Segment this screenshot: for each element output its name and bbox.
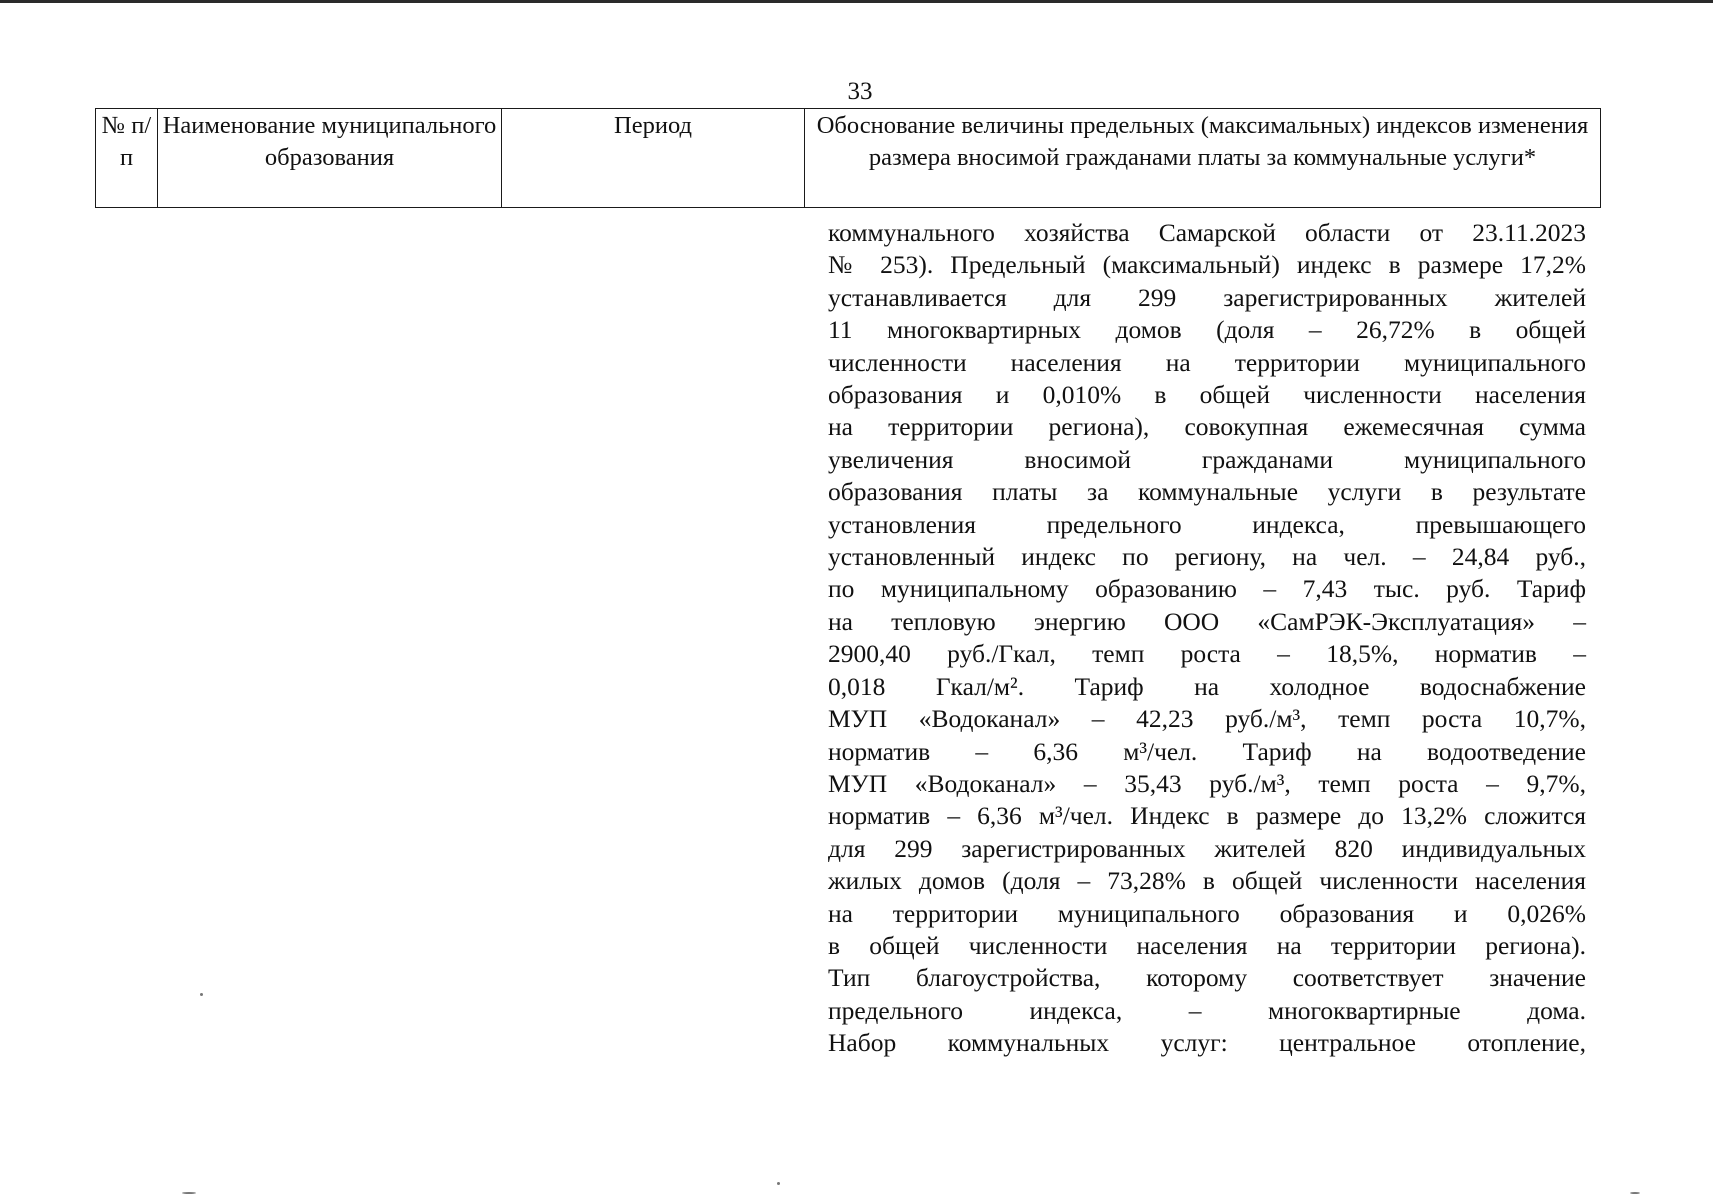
text-line: коммунального хозяйства Самарской области от 23.11.2023 [828, 218, 1586, 247]
header-table [95, 108, 1601, 208]
text-line: численности населения на территории муниципального [828, 347, 1586, 377]
header-period: Период [502, 109, 805, 208]
text-line: на тепловую энергию ООО «СамРЭК-Эксплуатация» – [828, 606, 1586, 636]
text-line: № 253). Предельный (максимальный) индекс в размере 17,2% [828, 250, 1586, 280]
text-line: установления предельного индекса, превышающего [828, 509, 1586, 539]
scan-speck [777, 1182, 780, 1185]
header-num: № п/п [96, 109, 158, 208]
scan-top-edge [0, 0, 1713, 3]
header-row [96, 109, 1601, 208]
text-line: предельного индекса, – многоквартирные дома. [828, 995, 1586, 1025]
text-line: на территории региона), совокупная ежемесячная сумма [828, 412, 1586, 442]
text-line: установленный индекс по региону, на чел. – 24,84 руб., [828, 542, 1586, 572]
text-line: образования и 0,010% в общей численности населения [828, 380, 1586, 410]
header-municipality: Наименование муниципального образования [158, 109, 502, 208]
text-line: на территории муниципального образования и 0,026% [828, 898, 1586, 928]
text-line: в общей численности населения на территории региона). [828, 930, 1586, 960]
text-line: 2900,40 руб./Гкал, темп роста – 18,5%, норматив – [828, 639, 1586, 669]
text-line: образования платы за коммунальные услуги в результате [828, 477, 1586, 507]
text-line: МУП «Водоканал» – 35,43 руб./м³, темп роста – 9,7%, [828, 768, 1586, 798]
text-line: устанавливается для 299 зарегистрированных жителей [828, 282, 1586, 312]
text-line: МУП «Водоканал» – 42,23 руб./м³, темп роста 10,7%, [828, 704, 1586, 734]
justification-text [828, 217, 1586, 1060]
scan-speck [182, 1192, 196, 1194]
text-line: по муниципальному образованию – 7,43 тыс. руб. Тариф [828, 574, 1586, 604]
text-line: Тип благоустройства, которому соответствует значение [828, 963, 1586, 993]
text-line: для 299 зарегистрированных жителей 820 индивидуальных [828, 833, 1586, 863]
header-justification: Обоснование величины предельных (максимальных) индексов изменения размера вносимой гражданами платы за коммунальные услуги* [805, 109, 1601, 208]
text-line: норматив – 6,36 м³/чел. Индекс в размере до 13,2% сложится [828, 801, 1586, 831]
page-number: 33 [847, 78, 873, 105]
text-line: норматив – 6,36 м³/чел. Тариф на водоотведение [828, 736, 1586, 766]
text-line: увеличения вносимой гражданами муниципального [828, 444, 1586, 474]
text-line: 11 многоквартирных домов (доля – 26,72% в общей [828, 315, 1586, 345]
text-line: Набор коммунальных услуг: центральное отопление, [828, 1028, 1586, 1058]
scan-speck [1630, 1192, 1640, 1194]
text-line: 0,018 Гкал/м². Тариф на холодное водоснабжение [828, 671, 1586, 701]
text-line: жилых домов (доля – 73,28% в общей численности населения [828, 866, 1586, 896]
scan-speck [200, 993, 203, 996]
